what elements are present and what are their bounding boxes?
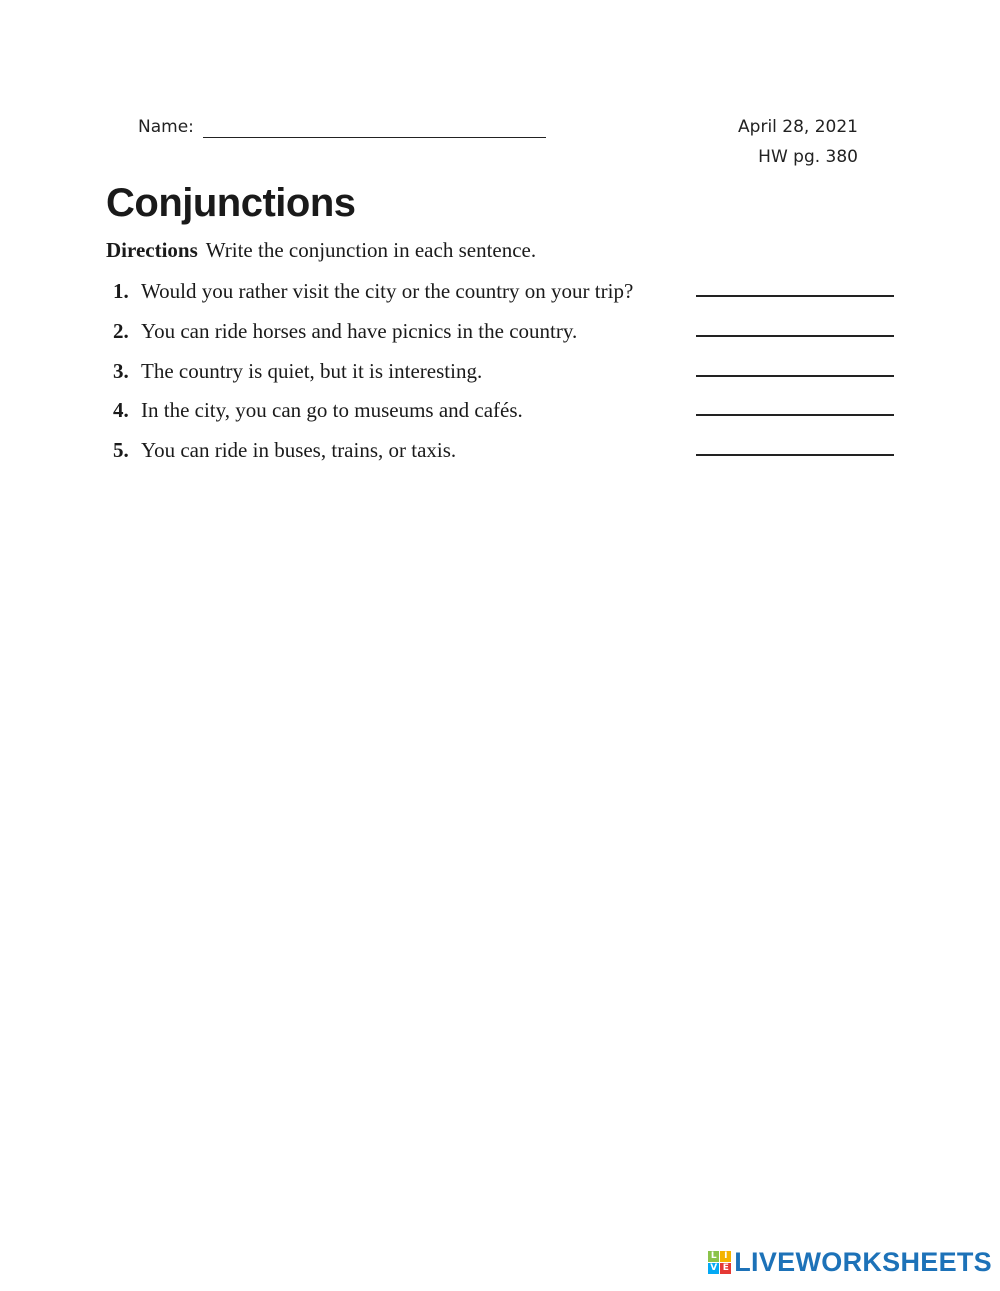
brand-name: LIVEWORKSHEETS (734, 1247, 992, 1277)
item-sentence: In the city, you can go to museums and cafés. (141, 398, 523, 423)
answer-blank-1[interactable] (696, 295, 894, 297)
name-label: Name: (138, 117, 194, 137)
exercise-item (113, 357, 895, 397)
logo-cell: L (708, 1251, 719, 1262)
directions-text: Write the conjunction in each sentence. (205, 238, 537, 262)
answer-blank-3[interactable] (696, 375, 894, 377)
item-number: 4. (113, 398, 129, 423)
logo-cell: I (720, 1251, 731, 1262)
item-number: 1. (113, 279, 129, 303)
directions (106, 238, 536, 263)
item-sentence: You can ride horses and have picnics in the country. (141, 318, 578, 343)
item-number: 3. (113, 358, 129, 383)
homework-page-text: HW pg. 380 (758, 147, 858, 167)
item-number: 5. (113, 438, 129, 463)
item-number: 2. (113, 318, 129, 343)
answer-blank-5[interactable] (696, 454, 894, 456)
logo-cell: E (720, 1263, 731, 1274)
item-sentence: Would you rather visit the city or the country on your trip? (141, 279, 634, 303)
exercise-item (113, 436, 895, 476)
date-text: April 28, 2021 (738, 117, 858, 137)
liveworksheets-logo-icon (708, 1251, 731, 1274)
item-sentence: You can ride in buses, trains, or taxis. (141, 438, 457, 463)
exercise-item (113, 396, 895, 436)
liveworksheets-brand[interactable] (708, 1247, 992, 1278)
exercise-list (113, 277, 895, 476)
logo-cell: V (708, 1263, 719, 1274)
item-sentence: The country is quiet, but it is interesting. (141, 358, 483, 383)
exercise-item (113, 317, 895, 357)
name-input-line[interactable] (203, 137, 546, 138)
exercise-item (113, 277, 895, 317)
directions-label: Directions (106, 238, 198, 262)
answer-blank-4[interactable] (696, 414, 894, 416)
answer-blank-2[interactable] (696, 335, 894, 337)
page-title: Conjunctions (106, 181, 356, 225)
